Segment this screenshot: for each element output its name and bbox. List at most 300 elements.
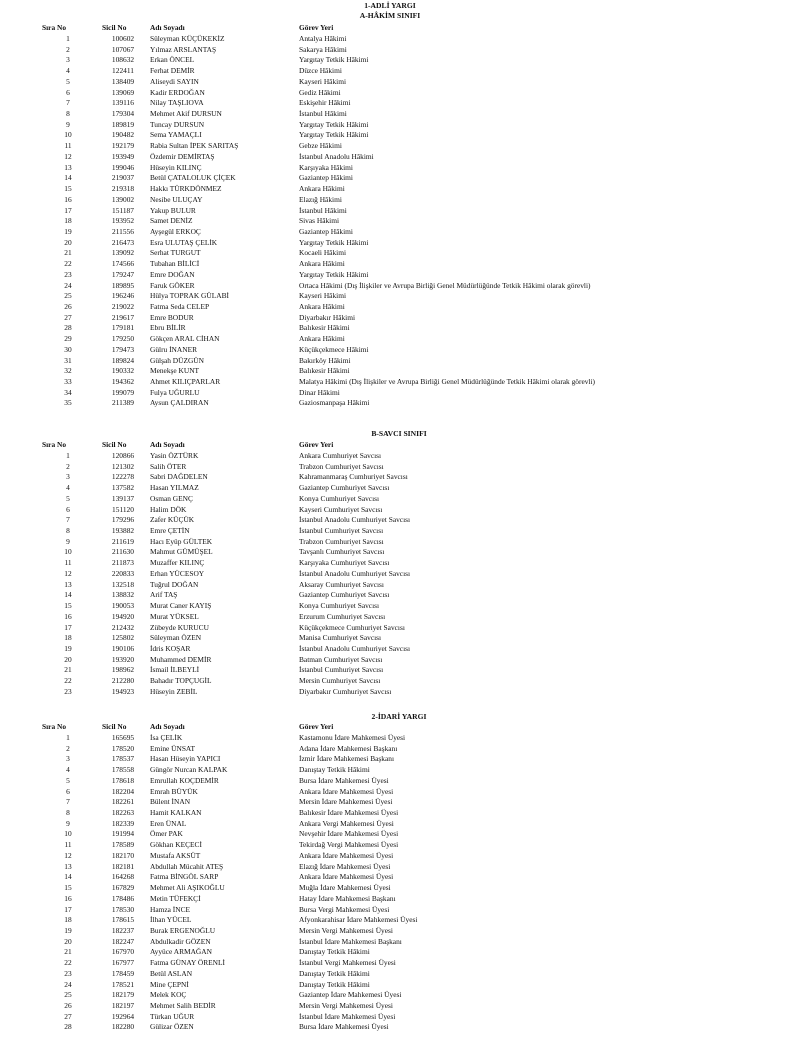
row-adi-soyadi: Yılmaz ARSLANTAŞ [150, 44, 217, 54]
row-sira-no: 24 [64, 979, 72, 989]
row-adi-soyadi: Muzaffer KILINÇ [150, 558, 205, 568]
table-row [0, 472, 798, 483]
row-sira-no: 27 [64, 312, 72, 322]
row-sicil-no: 167970 [111, 947, 135, 957]
row-sira-no: 19 [64, 226, 72, 236]
row-sira-no: 22 [64, 676, 72, 686]
row-sicil-no: 194362 [111, 377, 135, 386]
table-row [0, 990, 798, 1001]
row-adi-soyadi: Ayşegül ERKOÇ [150, 226, 201, 236]
row-sicil-no: 182179 [111, 990, 135, 1000]
row-sicil-no: 182263 [111, 808, 135, 818]
row-sira-no: 16 [64, 611, 72, 621]
row-sicil-no: 167829 [111, 883, 135, 893]
row-sicil-no: 151187 [112, 205, 134, 215]
row-sira-no: 28 [64, 323, 72, 333]
row-gorev-yeri: Karşıyaka Hâkimi [299, 162, 353, 172]
row-gorev-yeri: Muğla İdare Mahkemesi Üyesi [299, 883, 391, 893]
row-sira-no: 29 [64, 334, 72, 344]
row-sira-no: 9 [66, 119, 70, 129]
row-adi-soyadi: Eren ÜNAL [150, 818, 187, 828]
row-sira-no: 16 [64, 893, 72, 903]
row-gorev-yeri: İstanbul Hâkimi [299, 109, 347, 119]
table-row [0, 894, 798, 905]
table-row [0, 259, 798, 270]
table-row [0, 980, 798, 991]
row-gorev-yeri: Adana İdare Mahkemesi Başkanı [299, 743, 398, 753]
row-adi-soyadi: Gökçen ARAL CİHAN [150, 334, 220, 344]
table-row [0, 206, 798, 217]
row-adi-soyadi: Burak ERGENOĞLU [150, 925, 216, 935]
table-row [0, 291, 798, 302]
row-sicil-no: 182237 [111, 925, 135, 935]
row-sira-no: 11 [64, 141, 72, 151]
row-sicil-no: 219617 [111, 312, 135, 322]
row-gorev-yeri: Mersin Cumhuriyet Savcısı [299, 676, 381, 686]
table-header-hakim [0, 23, 798, 34]
row-sira-no: 15 [64, 883, 72, 893]
row-sira-no: 27 [64, 1011, 72, 1021]
table-row [0, 98, 798, 109]
table-row [0, 451, 798, 462]
row-adi-soyadi: Aysun ÇALDIRAN [150, 398, 209, 408]
row-gorev-yeri: Kahramanmaraş Cumhuriyet Savcısı [299, 472, 408, 482]
table-row [0, 173, 798, 184]
table-row [0, 676, 798, 687]
table-row [0, 120, 798, 131]
row-gorev-yeri: Konya Cumhuriyet Savcısı [299, 493, 380, 503]
row-sicil-no: 179250 [111, 334, 135, 344]
row-gorev-yeri: Ankara Hâkimi [299, 259, 345, 269]
row-sira-no: 20 [64, 237, 72, 247]
row-gorev-yeri: İstanbul Vergi Mahkemesi Üyesi [299, 958, 396, 968]
table-row [0, 633, 798, 644]
row-sicil-no: 219037 [111, 173, 135, 183]
table-row [0, 787, 798, 798]
row-sicil-no: 219022 [111, 301, 135, 311]
row-sira-no: 13 [64, 162, 72, 172]
row-sicil-no: 199046 [111, 162, 135, 172]
row-sicil-no: 196246 [111, 291, 135, 301]
row-sira-no: 10 [64, 547, 72, 557]
row-adi-soyadi: Bülent İNAN [150, 797, 191, 807]
row-sira-no: 4 [66, 66, 70, 76]
row-gorev-yeri: Küçükçekmece Cumhuriyet Savcısı [299, 622, 405, 632]
row-sicil-no: 178521 [111, 979, 135, 989]
column-header-gorev: Görev Yeri [299, 440, 334, 449]
row-sira-no: 17 [64, 904, 72, 914]
row-sira-no: 19 [64, 925, 72, 935]
row-gorev-yeri: Aksaray Cumhuriyet Savcısı [299, 579, 384, 589]
row-sicil-no: 212280 [111, 676, 135, 686]
table-row [0, 77, 798, 88]
row-sicil-no: 193920 [111, 654, 135, 664]
table-row [0, 829, 798, 840]
row-sira-no: 15 [64, 184, 72, 194]
row-gorev-yeri: Ankara Cumhuriyet Savcısı [299, 451, 382, 460]
row-gorev-yeri: İzmir İdare Mahkemesi Başkanı [299, 754, 395, 764]
row-sira-no: 12 [64, 850, 72, 860]
row-adi-soyadi: Sabri DAĞDELEN [150, 472, 208, 482]
row-gorev-yeri: Kocaeli Hâkimi [299, 248, 346, 258]
table-row [0, 515, 798, 526]
row-gorev-yeri: Dinar Hâkimi [299, 387, 340, 397]
row-gorev-yeri: Kayseri Hâkimi [299, 291, 346, 301]
row-gorev-yeri: İstanbul Anadolu Cumhuriyet Savcısı [299, 515, 411, 525]
row-sira-no: 11 [64, 558, 72, 568]
row-sira-no: 33 [64, 377, 72, 386]
row-adi-soyadi: Hamit KALKAN [150, 808, 202, 818]
row-sicil-no: 167977 [111, 958, 135, 968]
row-adi-soyadi: Mehmet Ali AŞIKOĞLU [150, 883, 225, 893]
row-adi-soyadi: Gülizar ÖZEN [150, 1022, 194, 1032]
row-sicil-no: 211619 [112, 536, 134, 546]
table-row [0, 623, 798, 634]
row-gorev-yeri: Diyarbakır Cumhuriyet Savcısı [299, 686, 392, 696]
table-row [0, 655, 798, 666]
row-sicil-no: 139137 [111, 493, 135, 503]
row-sicil-no: 174566 [111, 259, 135, 269]
row-adi-soyadi: Mahmut GÜMÜŞEL [150, 547, 213, 557]
row-sira-no: 25 [64, 990, 72, 1000]
row-sicil-no: 212432 [111, 622, 135, 632]
table-row [0, 55, 798, 66]
row-gorev-yeri: Ortaca Hâkimi (Dış İlişkiler ve Avrupa Birliği Genel Müdürlüğünde Tetkik Hâkimi olarak görevli) [299, 280, 591, 290]
row-gorev-yeri: Gediz Hâkimi [299, 87, 341, 97]
column-header-ad: Adı Soyadı [150, 722, 185, 731]
row-adi-soyadi: Hasan YILMAZ [150, 483, 199, 493]
row-sira-no: 7 [66, 515, 70, 525]
table-row [0, 840, 798, 851]
table-row [0, 905, 798, 916]
row-adi-soyadi: Betül ASLAN [150, 968, 193, 978]
row-sira-no: 32 [64, 366, 72, 376]
table-row [0, 819, 798, 830]
row-sira-no: 6 [66, 87, 70, 97]
row-sira-no: 15 [64, 601, 72, 611]
row-sira-no: 23 [64, 686, 72, 696]
row-gorev-yeri: Kastamonu İdare Mahkemesi Üyesi [299, 733, 406, 742]
row-adi-soyadi: Hülya TOPRAK GÜLABİ [150, 291, 229, 301]
table-row [0, 765, 798, 776]
row-sira-no: 18 [64, 633, 72, 643]
row-sira-no: 3 [66, 754, 70, 764]
table-row [0, 34, 798, 45]
row-gorev-yeri: Gaziantep Cumhuriyet Savcısı [299, 590, 390, 600]
row-sira-no: 17 [64, 205, 72, 215]
row-gorev-yeri: Gaziantep Cumhuriyet Savcısı [299, 483, 390, 493]
row-adi-soyadi: Hakkı TÜRKDÖNMEZ [150, 184, 222, 194]
row-gorev-yeri: İstanbul Hâkimi [299, 205, 347, 215]
row-adi-soyadi: Samet DENİZ [150, 216, 193, 226]
row-adi-soyadi: Hacı Eyüp GÜLTEK [150, 536, 213, 546]
row-gorev-yeri: Ankara İdare Mahkemesi Üyesi [299, 786, 394, 796]
row-sicil-no: 189824 [111, 355, 135, 365]
row-adi-soyadi: Emrah BÜYÜK [150, 786, 198, 796]
table-row [0, 163, 798, 174]
row-adi-soyadi: Menekşe KUNT [150, 366, 200, 376]
row-adi-soyadi: Tubahan BİLİCİ [150, 259, 200, 269]
row-gorev-yeri: Nevşehir İdare Mahkemesi Üyesi [299, 829, 399, 839]
row-sicil-no: 198962 [111, 665, 135, 675]
document-title: 1-ADLİ YARGI [364, 1, 416, 10]
table-header-savci [0, 440, 798, 451]
table-row [0, 754, 798, 765]
row-sira-no: 2 [66, 743, 70, 753]
row-adi-soyadi: Tuğrul DOĞAN [150, 579, 199, 589]
column-header-sira: Sıra No [42, 23, 67, 32]
row-sira-no: 9 [66, 818, 70, 828]
row-adi-soyadi: Murat Caner KAYIŞ [150, 601, 212, 611]
row-adi-soyadi: Esra ULUTAŞ ÇELİK [150, 237, 218, 247]
row-adi-soyadi: Melek KOÇ [150, 990, 187, 1000]
row-gorev-yeri: Elazığ İdare Mahkemesi Üyesi [299, 861, 391, 871]
table-row [0, 323, 798, 334]
table-row [0, 248, 798, 259]
row-sicil-no: 178618 [111, 775, 135, 785]
table-row [0, 195, 798, 206]
row-sira-no: 25 [64, 291, 72, 301]
row-gorev-yeri: Ankara Hâkimi [299, 301, 345, 311]
row-gorev-yeri: Konya Cumhuriyet Savcısı [299, 601, 380, 611]
table-row [0, 270, 798, 281]
row-adi-soyadi: Hüseyin ZEBİL [150, 686, 198, 696]
table-row [0, 334, 798, 345]
row-sira-no: 30 [64, 344, 72, 354]
row-gorev-yeri: Trabzon Cumhuriyet Savcısı [299, 461, 384, 471]
table-row [0, 109, 798, 120]
table-row [0, 958, 798, 969]
table-row [0, 569, 798, 580]
table-row [0, 494, 798, 505]
row-adi-soyadi: Ayyüce ARMAĞAN [150, 947, 212, 957]
row-gorev-yeri: Diyarbakır Hâkimi [299, 312, 356, 322]
row-sicil-no: 125802 [111, 633, 135, 643]
row-sira-no: 7 [66, 98, 70, 108]
row-gorev-yeri: Tavşanlı Cumhuriyet Savcısı [299, 547, 385, 557]
column-header-gorev: Görev Yeri [299, 722, 334, 731]
row-adi-soyadi: Ahmet KILIÇPARLAR [150, 377, 221, 386]
row-sicil-no: 178537 [111, 754, 135, 764]
table-row [0, 526, 798, 537]
row-gorev-yeri: Yargıtay Tetkik Hâkimi [299, 55, 369, 65]
table-body-savci [0, 451, 798, 698]
row-adi-soyadi: Yasin ÖZTÜRK [150, 451, 199, 460]
row-sicil-no: 189895 [111, 280, 135, 290]
row-sira-no: 9 [66, 536, 70, 546]
row-sicil-no: 211389 [112, 398, 134, 408]
row-sicil-no: 178530 [111, 904, 135, 914]
table-header-idari [0, 722, 798, 733]
row-sicil-no: 139002 [111, 194, 135, 204]
row-gorev-yeri: Gaziantep Hâkimi [299, 226, 353, 236]
row-adi-soyadi: Osman GENÇ [150, 493, 193, 503]
section-heading-idari: 2-İDARİ YARGI [371, 712, 427, 721]
row-gorev-yeri: Ankara İdare Mahkemesi Üyesi [299, 872, 394, 882]
row-sira-no: 23 [64, 269, 72, 279]
row-gorev-yeri: Tekirdağ Vergi Mahkemesi Üyesi [299, 840, 399, 850]
table-row [0, 345, 798, 356]
row-sicil-no: 122411 [112, 66, 134, 76]
row-adi-soyadi: İsa ÇELİK [150, 733, 183, 742]
table-row [0, 590, 798, 601]
table-row [0, 377, 798, 388]
row-gorev-yeri: Danıştay Tetkik Hâkimi [299, 947, 370, 957]
table-row [0, 558, 798, 569]
row-sira-no: 1 [66, 733, 70, 742]
table-row [0, 88, 798, 99]
row-sira-no: 5 [66, 775, 70, 785]
row-adi-soyadi: Bahadır TOPÇUGİL [150, 676, 212, 686]
row-adi-soyadi: İsmail İLBEYLİ [150, 665, 200, 675]
row-sira-no: 5 [66, 493, 70, 503]
table-row [0, 776, 798, 787]
row-sicil-no: 100602 [111, 34, 135, 43]
table-row [0, 580, 798, 591]
row-adi-soyadi: İdris KOŞAR [150, 643, 191, 653]
row-sicil-no: 199079 [111, 387, 135, 397]
table-body-hakim [0, 34, 798, 409]
row-adi-soyadi: Hasan Hüseyin YAPICI [150, 754, 221, 764]
row-adi-soyadi: Gökhan KEÇECİ [150, 840, 202, 850]
table-row [0, 462, 798, 473]
row-sicil-no: 164268 [111, 872, 135, 882]
row-adi-soyadi: Zübeyde KURUCU [150, 622, 209, 632]
column-header-ad: Adı Soyadı [150, 440, 185, 449]
row-sicil-no: 193952 [111, 216, 135, 226]
row-sicil-no: 190332 [111, 366, 135, 376]
row-sira-no: 12 [64, 568, 72, 578]
row-gorev-yeri: Düzce Hâkimi [299, 66, 342, 76]
row-adi-soyadi: Emine ÜNSAT [150, 743, 195, 753]
row-gorev-yeri: Bursa İdare Mahkemesi Üyesi [299, 1022, 389, 1032]
row-sira-no: 17 [64, 622, 72, 632]
row-adi-soyadi: Ömer PAK [150, 829, 183, 839]
row-sicil-no: 179247 [111, 269, 135, 279]
column-header-sicil: Sicil No [102, 440, 127, 449]
row-adi-soyadi: Abdulkadir GÖZEN [150, 936, 211, 946]
table-row [0, 238, 798, 249]
row-sira-no: 11 [64, 840, 72, 850]
table-row [0, 665, 798, 676]
row-adi-soyadi: Güngör Nurcan KALPAK [150, 765, 228, 775]
row-adi-soyadi: Nilay TAŞLIOVA [150, 98, 204, 108]
row-gorev-yeri: Ankara İdare Mahkemesi Üyesi [299, 850, 394, 860]
row-gorev-yeri: İstanbul İdare Mahkemesi Üyesi [299, 1011, 396, 1021]
row-adi-soyadi: Mine ÇEPNİ [150, 979, 189, 989]
section-heading-hakim: A-HÂKİM SINIFI [359, 11, 421, 20]
row-adi-soyadi: Mustafa AKSÜT [150, 850, 201, 860]
row-adi-soyadi: Mehmet Akif DURSUN [150, 109, 222, 119]
row-adi-soyadi: Ebru BİLİR [150, 323, 186, 333]
row-gorev-yeri: Yargıtay Tetkik Hâkimi [299, 237, 369, 247]
row-sira-no: 21 [64, 248, 72, 258]
row-sira-no: 20 [64, 654, 72, 664]
row-sira-no: 8 [66, 109, 70, 119]
row-sira-no: 35 [64, 398, 72, 408]
table-row [0, 216, 798, 227]
table-row [0, 644, 798, 655]
row-adi-soyadi: Salih ÖTER [150, 461, 187, 471]
row-sicil-no: 190482 [111, 130, 135, 140]
row-adi-soyadi: Gülşah DÜZGÜN [150, 355, 204, 365]
column-header-sicil: Sicil No [102, 23, 127, 32]
table-row [0, 505, 798, 516]
row-gorev-yeri: Danıştay Tetkik Hâkimi [299, 968, 370, 978]
row-gorev-yeri: Balıkesir İdare Mahkemesi Üyesi [299, 808, 399, 818]
row-gorev-yeri: Ankara Vergi Mahkemesi Üyesi [299, 818, 394, 828]
row-sicil-no: 178520 [111, 743, 135, 753]
row-sicil-no: 179473 [111, 344, 135, 354]
row-gorev-yeri: Sivas Hâkimi [299, 216, 340, 226]
row-sicil-no: 190053 [111, 601, 135, 611]
table-row [0, 537, 798, 548]
row-adi-soyadi: Abdullah Mücahit ATEŞ [150, 861, 224, 871]
row-adi-soyadi: Murat YÜKSEL [150, 611, 199, 621]
table-row [0, 851, 798, 862]
row-sira-no: 22 [64, 259, 72, 269]
row-adi-soyadi: Yakup BULUR [150, 205, 196, 215]
row-sira-no: 21 [64, 947, 72, 957]
row-gorev-yeri: Küçükçekmece Hâkimi [299, 344, 369, 354]
row-gorev-yeri: Antalya Hâkimi [299, 34, 347, 43]
row-gorev-yeri: İstanbul Cumhuriyet Savcısı [299, 526, 384, 536]
row-sicil-no: 122278 [111, 472, 135, 482]
row-sira-no: 26 [64, 301, 72, 311]
row-gorev-yeri: Mersin Vergi Mahkemesi Üyesi [299, 925, 393, 935]
table-row [0, 313, 798, 324]
row-adi-soyadi: Metin TÜFEKÇİ [150, 893, 201, 903]
row-adi-soyadi: Halim DÖK [150, 504, 187, 514]
row-adi-soyadi: Serhat TURGUT [150, 248, 201, 258]
row-sira-no: 7 [66, 797, 70, 807]
row-gorev-yeri: Balıkesir Hâkimi [299, 366, 350, 376]
table-row [0, 601, 798, 612]
row-sira-no: 8 [66, 808, 70, 818]
row-sicil-no: 178486 [111, 893, 135, 903]
table-row [0, 366, 798, 377]
row-sicil-no: 192179 [111, 141, 135, 151]
row-sicil-no: 192964 [111, 1011, 135, 1021]
row-sicil-no: 179181 [111, 323, 135, 333]
row-sicil-no: 194923 [111, 686, 135, 696]
row-adi-soyadi: Emre BODUR [150, 312, 194, 322]
table-row [0, 547, 798, 558]
row-gorev-yeri: Bursa Vergi Mahkemesi Üyesi [299, 904, 390, 914]
row-sicil-no: 220833 [111, 568, 135, 578]
table-row [0, 356, 798, 367]
table-row [0, 969, 798, 980]
column-header-gorev: Görev Yeri [299, 23, 334, 32]
row-gorev-yeri: Karşıyaka Cumhuriyet Savcısı [299, 558, 390, 568]
row-adi-soyadi: Zafer KÜÇÜK [150, 515, 195, 525]
table-row [0, 872, 798, 883]
row-adi-soyadi: Fatma Seda CELEP [150, 301, 210, 311]
table-row [0, 915, 798, 926]
row-gorev-yeri: Hatay İdare Mahkemesi Başkanı [299, 893, 396, 903]
row-gorev-yeri: Kayseri Cumhuriyet Savcısı [299, 504, 383, 514]
row-adi-soyadi: Aliseydi SAYIN [150, 76, 199, 86]
row-sicil-no: 178558 [111, 765, 135, 775]
row-adi-soyadi: Arif TAŞ [150, 590, 178, 600]
row-adi-soyadi: Sema YAMAÇLI [150, 130, 202, 140]
row-sira-no: 2 [66, 461, 70, 471]
table-row [0, 184, 798, 195]
row-sicil-no: 182204 [111, 786, 135, 796]
row-sicil-no: 108632 [111, 55, 135, 65]
row-gorev-yeri: Danıştay Tetkik Hâkimi [299, 765, 370, 775]
row-sira-no: 10 [64, 829, 72, 839]
